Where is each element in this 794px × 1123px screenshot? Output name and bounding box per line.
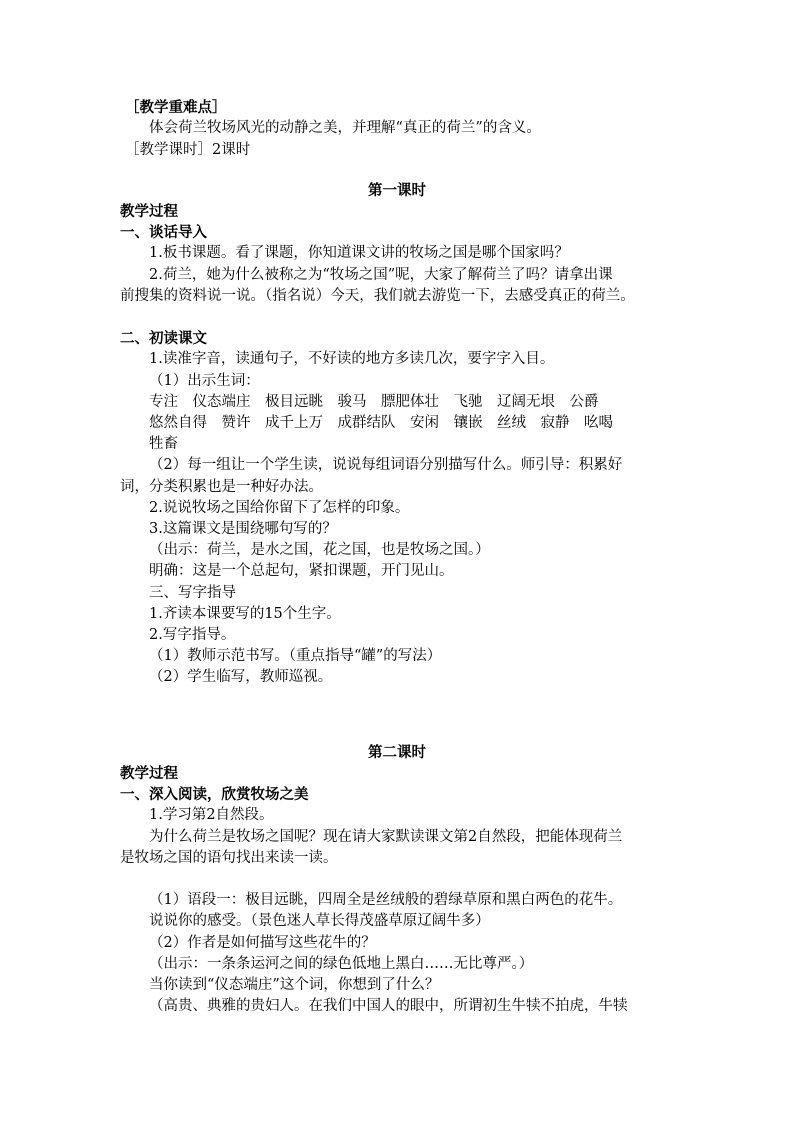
body-line: 牲畜 (149, 436, 178, 453)
body-line: （高贵、典雅的贵妇人。在我们中国人的眼中，所谓初生牛犊不拍虎，牛犊 (149, 998, 628, 1015)
body-line: 2.写字指导。 (149, 627, 236, 643)
body-line: 二、初读课文 (120, 330, 207, 348)
body-line: 三、写字指导 (149, 584, 236, 601)
body-line: 教学过程 (120, 765, 178, 782)
body-line: 悠然自得 赞许 成千上万 成群结队 安闲 镶嵌 丝绒 寂静 吆喝 (149, 415, 613, 431)
body-line: 1.板书课题。看了课题，你知道课文讲的牧场之国是哪个国家吗？ (149, 245, 569, 262)
header-line: ［教学重难点］ (125, 99, 227, 116)
body-line: 是牧场之国的语句找出来读一读。 (120, 849, 338, 866)
body-line: 词，分类积累也是一种好办法。 (120, 478, 323, 495)
body-line: 专注 仪态端庄 极目远眺 骏马 膘肥体壮 飞驰 辽阔无垠 公爵 (149, 393, 599, 410)
body-line: （出示：一条条运河之间的绿色低地上黑白……无比尊严。） (149, 955, 534, 972)
header-line: 体会荷兰牧场风光的动静之美，并理解“真正的荷兰”的含义。 (149, 120, 541, 136)
body-line: （2）每一组让一个学生读，说说每组词语分别描写什么。师引导：积累好 (149, 457, 623, 474)
body-line: 1.学习第2自然段。 (149, 807, 274, 824)
body-line: （2）学生临写，教师巡视。 (149, 669, 333, 686)
header-line: ［教学课时］2课时 (125, 142, 251, 158)
body-line: 为什么荷兰是牧场之国呢？现在请大家默读课文第2自然段，把能体现荷兰 (149, 828, 623, 845)
body-line: 2.说说牧场之国给你留下了怎样的印象。 (149, 499, 410, 516)
body-line: （1）出示生词： (149, 372, 260, 389)
body-line: 教学过程 (120, 203, 178, 220)
body-line: 1.读准字音，读通句子，不好读的地方多读几次，要字字入目。 (149, 351, 555, 368)
body-line: 当你读到“仪态端庄”这个词，你想到了什么？ (149, 977, 440, 993)
section-heading: 第一课时 (368, 182, 426, 199)
body-line: 1.齐读本课要写的15个生字。 (149, 605, 341, 622)
body-line: 明确：这是一个总起句，紧扣课题，开门见山。 (149, 563, 454, 580)
body-line: 一、谈话导入 (120, 224, 207, 242)
body-line: 3.这篇课文是围绕哪句写的？ (149, 521, 337, 537)
body-line: （1）教师示范书写。（重点指导“罐”的写法） (149, 648, 442, 665)
body-line: （出示：荷兰，是水之国，花之国，也是牧场之国。） (149, 542, 490, 559)
body-line: （1）语段一：极目远眺，四周全是丝绒般的碧绿草原和黑白两色的花牛。 (149, 892, 623, 909)
body-line: （2）作者是如何描写这些花牛的？ (149, 934, 376, 951)
body-line: 前搜集的资料说一说。（指名说）今天，我们就去游览一下，去感受真正的荷兰。 (120, 287, 635, 304)
body-line: 2.荷兰，她为什么被称之为“牧场之国”呢，大家了解荷兰了吗？请拿出课 (149, 266, 613, 283)
body-line: 说说你的感受。（景色迷人草长得茂盛草原辽阔牛多） (149, 913, 490, 930)
body-line: 一、深入阅读，欣赏牧场之美 (120, 786, 309, 804)
section-heading: 第二课时 (368, 744, 426, 761)
